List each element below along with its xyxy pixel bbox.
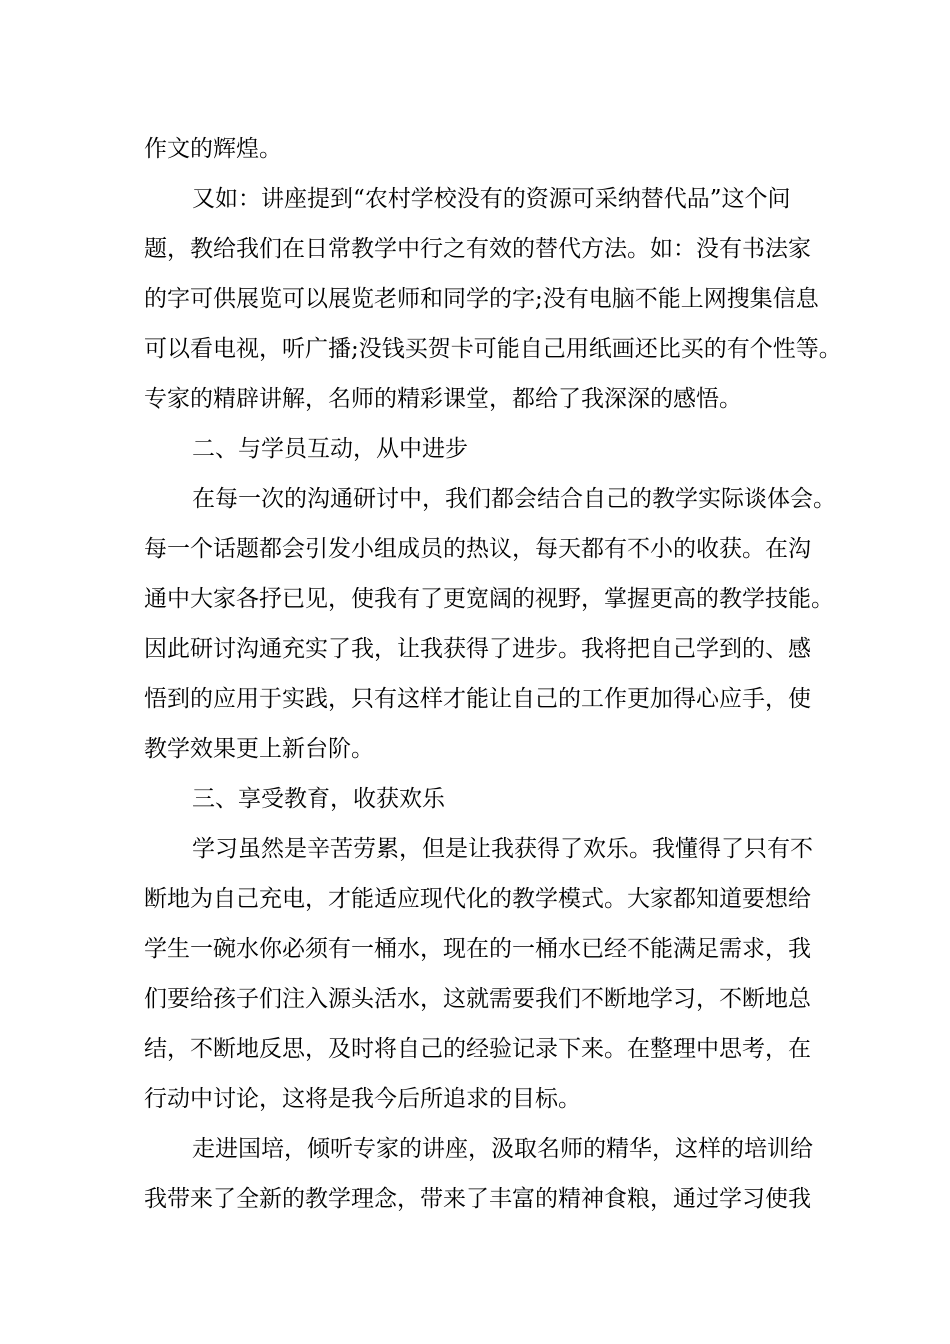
text-line: 的字可供展览可以展览老师和同学的字;没有电脑不能上网搜集信息 xyxy=(144,286,819,312)
text-line: 断地为自己充电，才能适应现代化的教学模式。大家都知道要想给 xyxy=(144,886,811,912)
paragraph-first-line: 又如：讲座提到“农村学校没有的资源可采纳替代品”这个问 xyxy=(192,186,791,212)
text-line: 教学效果更上新台阶。 xyxy=(144,736,374,762)
paragraph-first-line: 走进国培，倾听专家的讲座，汲取名师的精华，这样的培训给 xyxy=(192,1136,813,1162)
text-line: 学生一碗水你必须有一桶水，现在的一桶水已经不能满足需求，我 xyxy=(144,936,811,962)
section-heading: 三、享受教育，收获欢乐 xyxy=(192,786,445,812)
text-line: 结，不断地反思，及时将自己的经验记录下来。在整理中思考，在 xyxy=(144,1036,811,1062)
text-line: 题，教给我们在日常教学中行之有效的替代方法。如：没有书法家 xyxy=(144,236,811,262)
text-line: 们要给孩子们注入源头活水，这就需要我们不断地学习，不断地总 xyxy=(144,986,811,1012)
text-line: 行动中讨论，这将是我今后所追求的目标。 xyxy=(144,1086,581,1112)
text-line: 我带来了全新的教学理念，带来了丰富的精神食粮，通过学习使我 xyxy=(144,1186,811,1212)
text-line: 每一个话题都会引发小组成员的热议，每天都有不小的收获。在沟 xyxy=(144,536,811,562)
text-line: 悟到的应用于实践，只有这样才能让自己的工作更加得心应手，使 xyxy=(144,686,811,712)
text-line: 专家的精辟讲解，名师的精彩课堂，都给了我深深的感悟。 xyxy=(144,386,742,412)
text-line: 作文的辉煌。 xyxy=(144,136,282,162)
paragraph-first-line: 学习虽然是辛苦劳累，但是让我获得了欢乐。我懂得了只有不 xyxy=(192,836,813,862)
paragraph-first-line: 在每一次的沟通研讨中，我们都会结合自己的教学实际谈体会。 xyxy=(192,486,836,512)
section-heading: 二、与学员互动，从中进步 xyxy=(192,436,468,462)
text-line: 因此研讨沟通充实了我，让我获得了进步。我将把自己学到的、感 xyxy=(144,636,811,662)
text-line: 通中大家各抒已见，使我有了更宽阔的视野，掌握更高的教学技能。 xyxy=(144,586,834,612)
text-line: 可以看电视，听广播;没钱买贺卡可能自己用纸画还比买的有个性等。 xyxy=(144,336,842,362)
